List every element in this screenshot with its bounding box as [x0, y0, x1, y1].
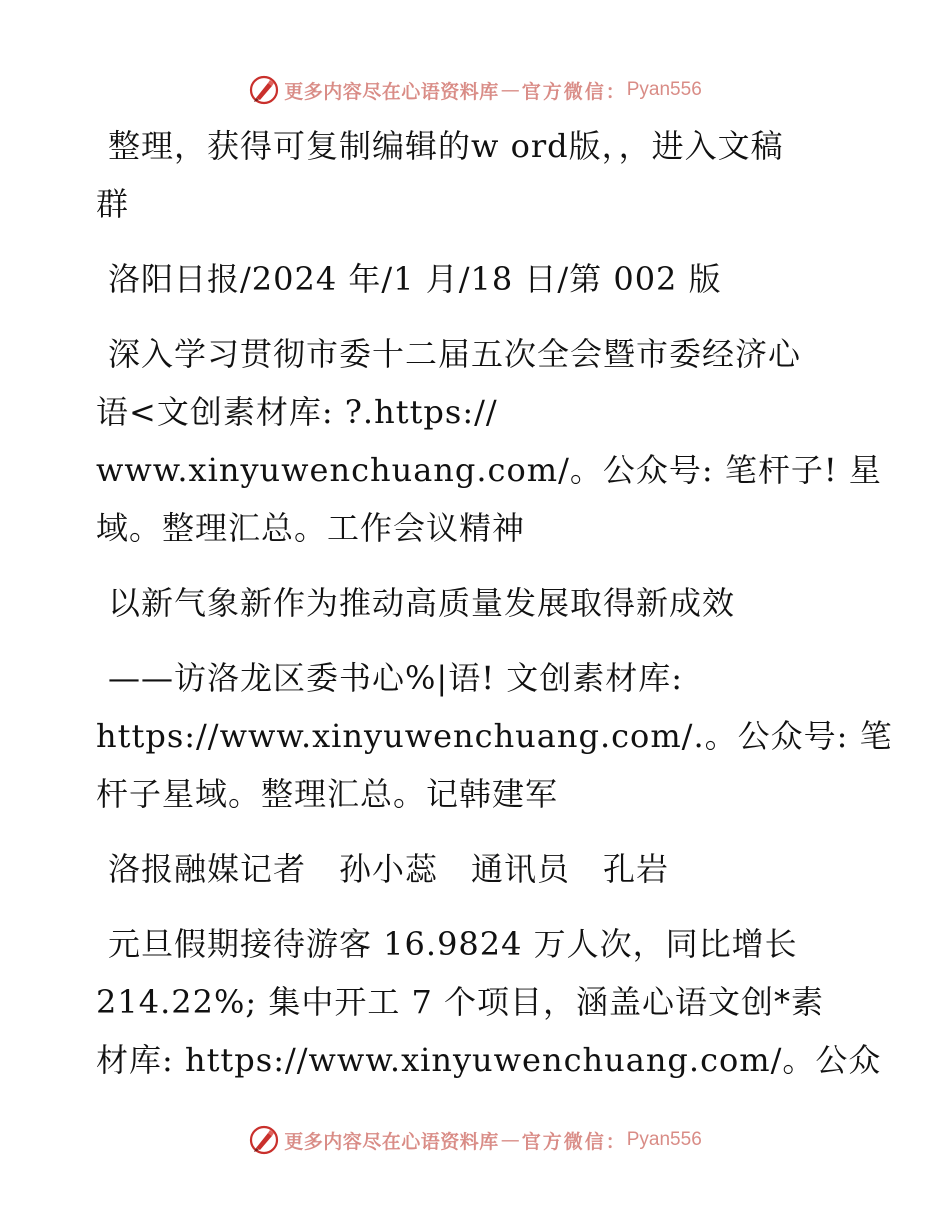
header-banner — [0, 70, 950, 110]
pen-logo-icon — [248, 74, 280, 106]
text-line: 214.22%; 集中开工 7 个项目，涵盖心语文创*素 — [96, 983, 825, 1021]
banner-separator: — — [500, 1129, 520, 1151]
document-body — [96, 117, 893, 1089]
text-line: 杆子星域。整理汇总。记韩建军 — [96, 775, 559, 813]
banner-wechat-label: 官方微信： — [521, 1130, 627, 1153]
text-line: www.xinyuwenchuang.com/。公众号: 笔杆子! 星 — [96, 451, 882, 489]
text-line: 元旦假期接待游客 16.9824 万人次，同比增长 — [108, 925, 798, 963]
text-line: ——访洛龙区委书心%|语! 文创素材库: — [108, 659, 684, 697]
text-line: 语<文创素材库: ?.https:// — [96, 393, 498, 431]
banner-wechat-id: Pyan556 — [626, 1129, 702, 1150]
text-line: 整理，获得可复制编辑的w ord版，，进入文稿 — [108, 127, 784, 165]
paragraph-interview — [96, 649, 893, 823]
text-line: 深入学习贯彻市委十二届五次全会暨市委经济心 — [108, 335, 802, 373]
paragraph-intro — [96, 117, 856, 233]
banner-wechat-label: 官方微信： — [521, 80, 627, 103]
text-line: https://www.xinyuwenchuang.com/.。公众号: 笔 — [96, 717, 893, 755]
banner-text: 更多内容尽在心语资料库 — [284, 1130, 499, 1153]
text-line: 域。整理汇总。工作会议精神 — [96, 509, 526, 547]
banner-wechat-id: Pyan556 — [626, 79, 702, 100]
footer-banner — [0, 1120, 950, 1160]
banner-text: 更多内容尽在心语资料库 — [284, 80, 499, 103]
text-line: 材库: https://www.xinyuwenchuang.com/。公众 — [96, 1041, 882, 1079]
paragraph-meeting — [96, 325, 882, 557]
pen-logo-icon — [248, 1124, 280, 1156]
headline: 以新气象新作为推动高质量发展取得新成效 — [108, 584, 736, 622]
banner-separator: — — [500, 79, 520, 101]
paragraph-stats — [96, 915, 882, 1089]
text-line: 群 — [96, 185, 130, 223]
byline: 洛报融媒记者 孙小蕊 通讯员 孔岩 — [108, 850, 670, 888]
dateline: 洛阳日报/2024 年/1 月/18 日/第 002 版 — [108, 260, 722, 298]
